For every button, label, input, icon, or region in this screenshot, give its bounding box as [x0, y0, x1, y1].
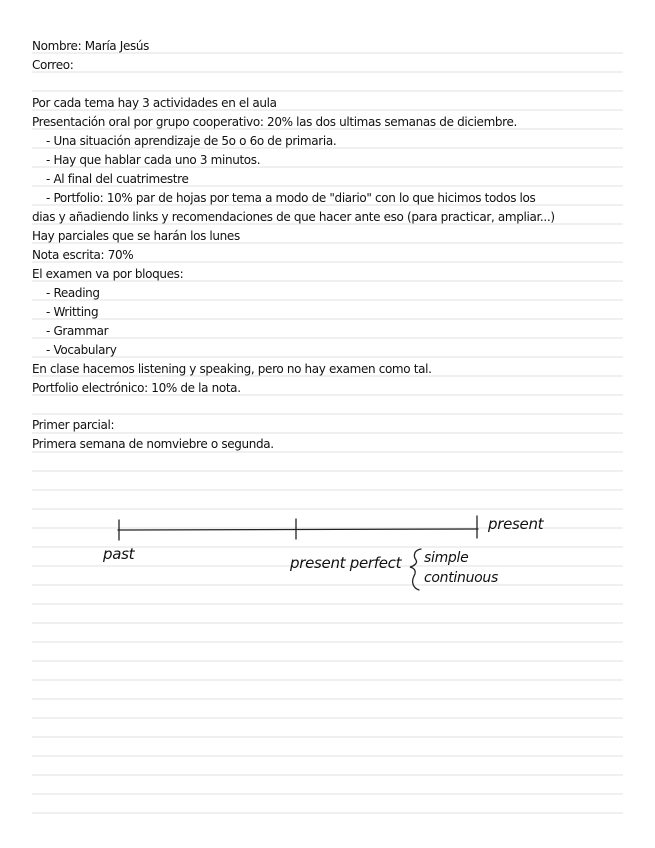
note-line-15: En clase hacemos listening y speaking, pero no hay examen como tal.: [32, 362, 432, 376]
label-continuous: continuous: [424, 570, 498, 586]
email-line: Correo:: [32, 58, 74, 72]
note-line-5: - Al final del cuatrimestre: [46, 172, 189, 186]
label-present: present: [488, 515, 544, 533]
note-line-9: Nota escrita: 70%: [32, 248, 134, 262]
note-line-8: Hay parciales que se harán los lunes: [32, 229, 240, 243]
note-line-14: - Vocabulary: [46, 343, 117, 357]
note-line-10: El examen va por bloques:: [32, 267, 184, 281]
note-line-13: - Grammar: [46, 324, 109, 338]
midterm-heading: Primer parcial:: [32, 418, 115, 432]
note-line-6: - Portfolio: 10% par de hojas por tema a modo de "diario" con lo que hicimos todos los: [46, 191, 536, 205]
midterm-detail: Primera semana de nomviebre o segunda.: [32, 437, 274, 451]
timeline-axis: [118, 529, 478, 530]
note-line-2: Presentación oral por grupo cooperativo: 20% las dos ultimas semanas de diciembre.: [32, 115, 518, 129]
note-line-12: - Writting: [46, 305, 99, 319]
label-simple: simple: [424, 550, 469, 566]
note-line-11: - Reading: [46, 286, 100, 300]
note-line-3: - Una situación aprendizaje de 5o o 6o de primaria.: [46, 134, 337, 148]
note-line-4: - Hay que hablar cada uno 3 minutos.: [46, 153, 261, 167]
note-line-16: Portfolio electrónico: 10% de la nota.: [32, 381, 241, 395]
label-present-perfect: present perfect: [290, 554, 402, 572]
name-line: Nombre: María Jesús: [32, 39, 150, 53]
note-line-1: Por cada tema hay 3 actividades en el aula: [32, 96, 277, 110]
note-line-7: dias y añadiendo links y recomendaciones de que hacer ante eso (para practicar, ampliar...): [32, 210, 555, 224]
label-past: past: [103, 545, 135, 563]
brace: [410, 549, 421, 590]
